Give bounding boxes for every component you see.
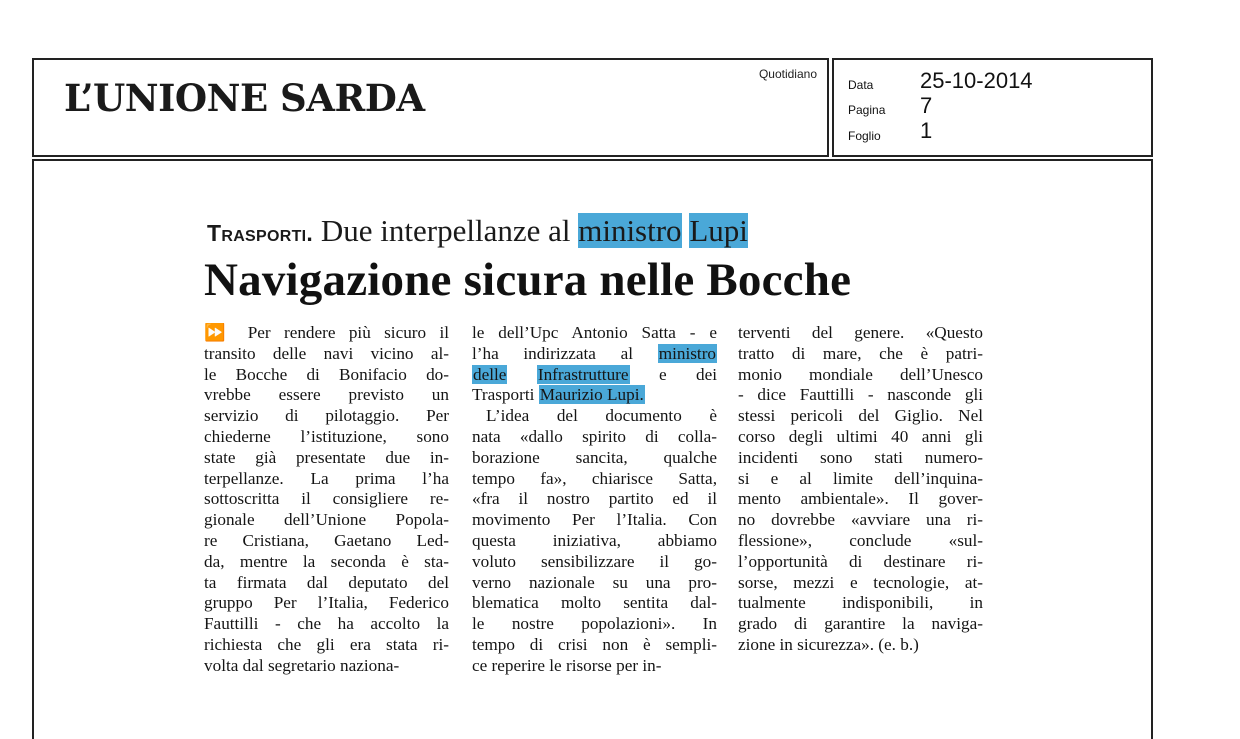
text-line: l’opportunità di destinare ri- [738,551,983,571]
text-line: tempo fa», chiarisce Satta, [472,468,717,488]
text-line: ⏩ Per rendere più sicuro il [204,323,449,342]
pagina-label: Pagina [848,103,886,117]
text-line: «fra il nostro partito ed il [472,489,717,509]
text-line: sottoscritta il consigliere re- [204,489,449,509]
text-line: re Cristiana, Gaetano Led- [204,530,449,550]
text-line: terventi del genere. «Questo [738,323,983,342]
text-line: gionale dell’Unione Popola- [204,510,449,530]
text-line: Fauttilli - che ha accolto la [204,614,449,634]
text-line: zione in sicurezza». (e. b.) [738,634,919,654]
text-line: si e al limite dell’inquina- [738,468,983,488]
text-line: vrebbe essere previsto un [204,385,449,405]
article-subtitle [207,213,748,249]
text-line: voluto sensibilizzare il go- [472,551,717,571]
text-line: nata «dallo spirito di colla- [472,426,717,446]
periodicity-label: Quotidiano [758,67,817,81]
clipping-meta-box [832,58,1153,157]
text-line: da, mentre la seconda è sta- [204,551,449,571]
highlight-lupi: Lupi [689,213,748,248]
highlight-delle: delle [473,364,507,384]
text-line: volta dal segretario naziona- [204,655,400,675]
data-label: Data [848,78,874,92]
text-line: flessione», conclude «sul- [738,530,983,550]
text-line: verno nazionale su una pro- [472,572,717,592]
text-line: borazione sancita, qualche [472,447,717,467]
article-column-1 [204,323,449,677]
text-line: mento ambientale». Il gover- [738,489,983,509]
text-line: servizio di pilotaggio. Per [204,406,449,426]
text-line: terpellanze. La prima l’ha [204,468,449,488]
text-line: tempo di crisi non è sempli- [472,634,717,654]
article-box [32,159,1153,739]
highlight-infrastrutture: Infrastrutture [537,364,629,384]
text-line: ce reperire le risorse per in- [472,655,662,675]
text-line: gruppo Per l’Italia, Federico [204,593,449,613]
text-line: incidenti sono stati numero- [738,447,983,467]
text-line: delle Infrastrutture e dei [473,364,717,384]
newspaper-logo: L’UNIONE SARDA [64,76,425,120]
text-line: blematica molto sentita dal- [472,593,717,613]
text-line: l’ha indirizzata al ministro [472,343,717,363]
highlight-maurizio-lupi: Maurizio Lupi. [539,385,644,405]
article-column-2 [472,323,717,677]
text-line: - dice Fauttilli - nasconde gli [738,385,983,405]
text-line: transito delle navi vicino al- [204,343,449,363]
text-line: sorse, mezzi e tecnologie, at- [738,572,983,592]
text-line: no dovrebbe «avviare una ri- [738,510,983,530]
text-line: ta firmata dal deputato del [204,572,449,592]
pagina-value: 7 [920,93,933,118]
subtitle-text: Due interpellanze al [320,213,571,248]
text-line: Trasporti Maurizio Lupi. [472,385,644,405]
text-line: state già presentate due in- [204,447,449,467]
text-line: richiesta che gli era stata ri- [204,634,449,654]
text-line: le nostre popolazioni». In [472,614,717,634]
foglio-label: Foglio [848,129,881,143]
masthead-box [32,58,829,157]
text-line: monio mondiale dell’Unesco [738,364,983,384]
highlight-ministro: ministro [578,213,682,248]
text-line: tualmente indisponibili, in [738,593,983,613]
article-headline: Navigazione sicura nelle Bocche [204,254,852,306]
highlight-ministro: ministro [658,343,717,363]
text-line: corso degli ultimi 40 anni gli [738,426,983,446]
text-line: L’idea del documento è [486,406,717,426]
text-line: movimento Per l’Italia. Con [472,510,717,530]
text-line: stessi pericoli del Giglio. Nel [738,406,983,426]
text-line: tratto di mare, che è patri- [738,343,983,363]
text-line: questa iniziativa, abbiamo [472,530,717,550]
text-line: le Bocche di Bonifacio do- [204,364,449,384]
text-line: grado di garantire la naviga- [738,614,983,634]
section-kicker: Trasporti. [207,220,314,246]
foglio-value: 1 [920,118,933,143]
text-line: le dell’Upc Antonio Satta - e [472,323,717,342]
data-value: 25-10-2014 [920,68,1033,93]
article-column-3 [738,323,983,656]
text-line: chiederne l’istituzione, sono [204,426,449,446]
